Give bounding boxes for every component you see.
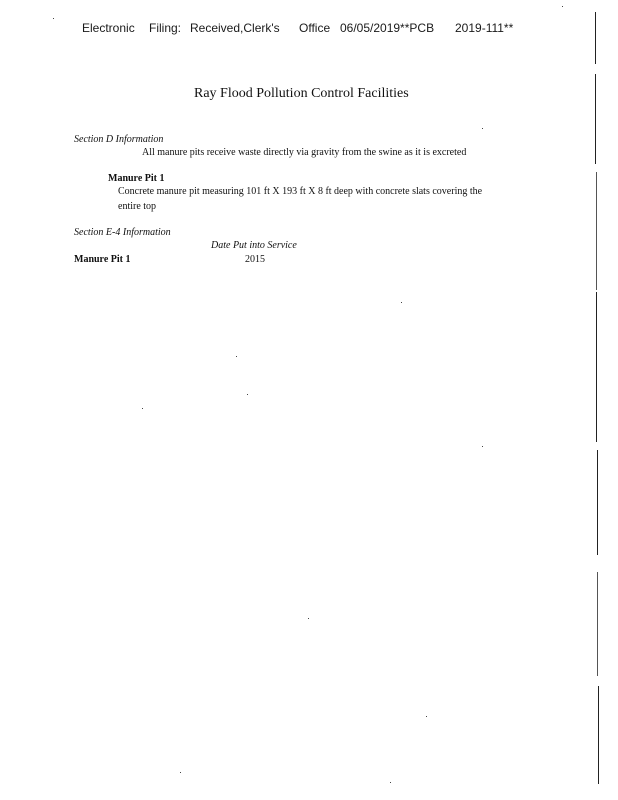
scan-edge-line — [596, 292, 597, 442]
page-title: Ray Flood Pollution Control Facilities — [194, 86, 409, 101]
stamp-date: 06/05/2019**PCB — [340, 21, 435, 35]
table-row-date: 2015 — [245, 254, 265, 265]
scan-edge-line — [595, 12, 596, 64]
scan-edge-line — [597, 572, 598, 676]
column-header-date: Date Put into Service — [211, 240, 297, 251]
scan-speck — [236, 356, 237, 357]
pit-description-line1: Concrete manure pit measuring 101 ft X 193 ft X 8 ft deep with concrete slats covering the — [118, 186, 483, 197]
scan-speck — [308, 618, 309, 619]
stamp-filing: Filing: — [149, 21, 182, 35]
scan-edge-line — [595, 74, 596, 164]
scan-edge-line — [598, 686, 599, 784]
section-e-heading: Section E-4 Information — [74, 227, 171, 238]
stamp-received: Received,Clerk's — [190, 21, 280, 35]
scan-speck — [390, 782, 391, 783]
scan-speck — [562, 6, 563, 7]
scan-speck — [53, 18, 54, 19]
scan-speck — [426, 716, 427, 717]
scan-speck — [142, 408, 143, 409]
section-d-text: All manure pits receive waste directly via gravity from the swine as it is excreted — [142, 147, 467, 158]
stamp-electronic: Electronic — [82, 21, 135, 35]
scan-edge-line — [596, 172, 597, 290]
scan-edge-line — [597, 450, 598, 555]
table-row-name: Manure Pit 1 — [74, 254, 131, 265]
pit-description-line2: entire top — [118, 201, 157, 212]
scan-speck — [401, 302, 402, 303]
scan-speck — [482, 446, 483, 447]
section-d-heading: Section D Information — [74, 134, 164, 145]
pit-heading: Manure Pit 1 — [108, 173, 165, 184]
stamp-office: Office — [299, 21, 331, 35]
stamp-docket: 2019-111** — [455, 21, 514, 35]
scan-speck — [180, 772, 181, 773]
scan-speck — [247, 394, 248, 395]
scan-speck — [482, 128, 483, 129]
